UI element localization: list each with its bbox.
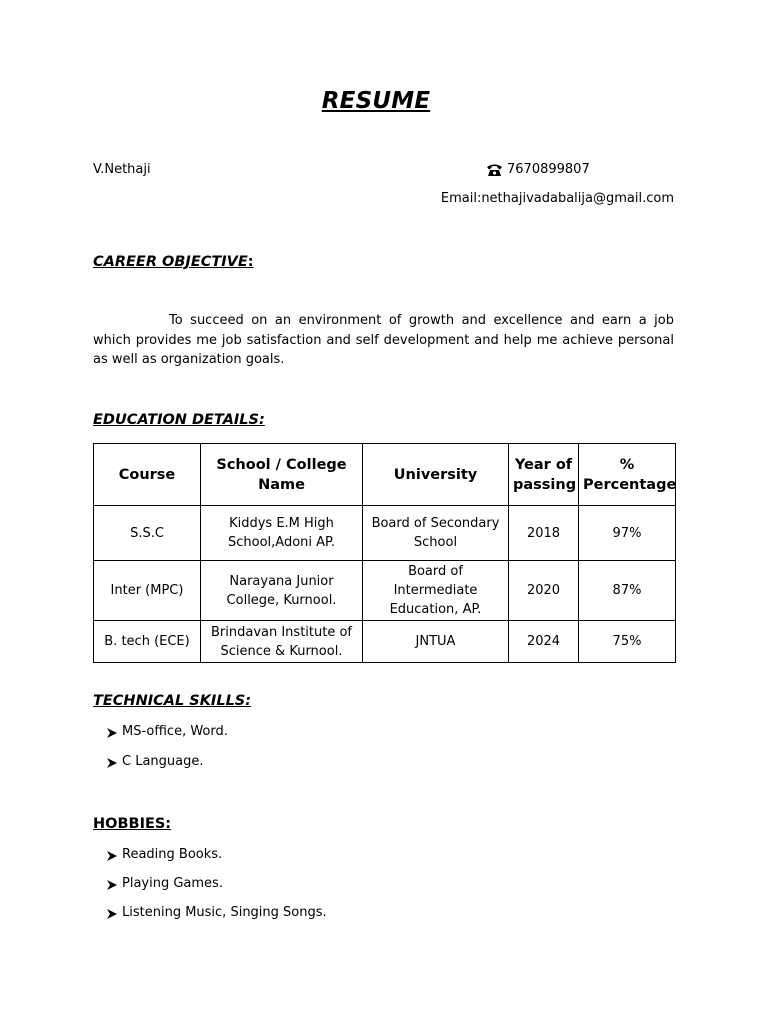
course-cell: B. tech (ECE) (94, 621, 201, 663)
table-row (94, 506, 676, 561)
year-cell: 2020 (509, 561, 579, 621)
arrow-bullet-icon (106, 757, 118, 767)
telephone-icon (486, 163, 503, 177)
school-cell: Brindavan Institute of Science & Kurnool. (201, 621, 363, 663)
percentage-cell: 97% (579, 506, 676, 561)
arrow-bullet-icon (106, 908, 118, 918)
list-item (106, 847, 222, 862)
career-objective-text (93, 311, 674, 370)
header-course: Course (94, 444, 201, 506)
year-cell: 2024 (509, 621, 579, 663)
hobby-label: Listening Music, Singing Songs. (122, 905, 327, 920)
table-header-row (94, 444, 676, 506)
arrow-bullet-icon (106, 850, 118, 860)
school-cell: Narayana Junior College, Kurnool. (201, 561, 363, 621)
header-year: Year of passing (509, 444, 579, 506)
percentage-cell: 75% (579, 621, 676, 663)
university-cell: JNTUA (363, 621, 509, 663)
university-cell: Board of Secondary School (363, 506, 509, 561)
career-objective-heading-text: CAREER OBJECTIVE (93, 254, 248, 270)
school-cell: Kiddys E.M High School,Adoni AP. (201, 506, 363, 561)
skill-label: MS-office, Word. (122, 724, 228, 739)
header-school: School / College Name (201, 444, 363, 506)
percentage-cell: 87% (579, 561, 676, 621)
list-item (106, 724, 228, 739)
course-cell: S.S.C (94, 506, 201, 561)
course-cell: Inter (MPC) (94, 561, 201, 621)
header-percentage: % Percentage (579, 444, 676, 506)
hobbies-heading: HOBBIES: (93, 816, 172, 832)
arrow-bullet-icon (106, 727, 118, 737)
phone-contact (486, 162, 590, 177)
phone-number: 7670899807 (507, 162, 590, 177)
header-university: University (363, 444, 509, 506)
email-address: Email:nethajivadabalija@gmail.com (440, 191, 674, 206)
career-objective-colon: : (247, 254, 254, 270)
table-row (94, 561, 676, 621)
technical-skills-heading: TECHNICAL SKILLS: (93, 693, 252, 709)
list-item (106, 905, 327, 920)
career-objective-heading (93, 254, 254, 270)
resume-title: RESUME (321, 88, 431, 114)
list-item (106, 876, 223, 891)
candidate-name: V.Nethaji (93, 162, 151, 177)
list-item (106, 754, 204, 769)
year-cell: 2018 (509, 506, 579, 561)
arrow-bullet-icon (106, 879, 118, 889)
skill-label: C Language. (122, 754, 204, 769)
hobby-label: Reading Books. (122, 847, 223, 862)
table-row (94, 621, 676, 663)
education-heading: EDUCATION DETAILS: (93, 412, 265, 428)
education-table (93, 443, 676, 663)
career-objective-body: To succeed on an environment of growth and excellence and earn a job which provides me job satisfaction and self development and help me achieve personal as well as organization goals. (93, 313, 674, 367)
university-cell: Board of Intermediate Education, AP. (363, 561, 509, 621)
hobby-label: Playing Games. (122, 876, 223, 891)
